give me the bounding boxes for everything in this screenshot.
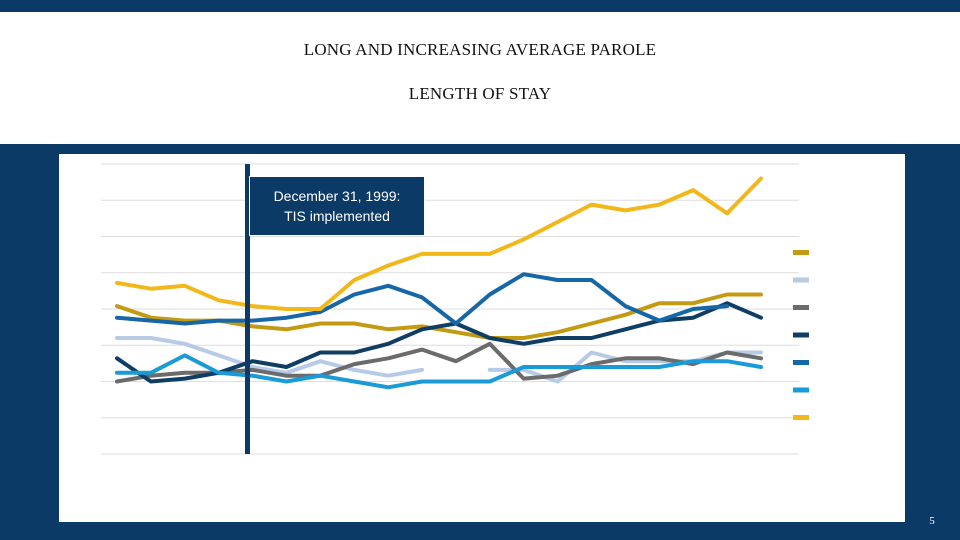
legend-swatch-5	[793, 360, 809, 365]
top-accent-bar	[0, 0, 960, 12]
page-number: 5	[929, 515, 935, 527]
annotation-line-2: TIS implemented	[284, 208, 390, 224]
series-line-5	[117, 274, 727, 323]
legend-swatch-1	[793, 250, 809, 255]
series-lines	[117, 179, 761, 388]
legend-swatch-4	[793, 333, 809, 338]
legend	[793, 250, 809, 420]
annotation-line-1: December 31, 1999:	[273, 188, 401, 204]
annotation-box	[249, 176, 425, 236]
chart-frame	[59, 154, 905, 522]
legend-swatch-3	[793, 305, 809, 310]
series-line-7	[117, 179, 761, 310]
slide-title-line-1: LONG AND INCREASING AVERAGE PAROLE	[303, 40, 657, 59]
line-chart	[59, 154, 905, 522]
legend-swatch-7	[793, 415, 809, 420]
slide-title-line-2: LENGTH OF STAY	[408, 84, 552, 103]
title-area	[0, 12, 960, 144]
series-line-1	[117, 295, 761, 339]
legend-swatch-6	[793, 388, 809, 393]
legend-swatch-2	[793, 278, 809, 283]
